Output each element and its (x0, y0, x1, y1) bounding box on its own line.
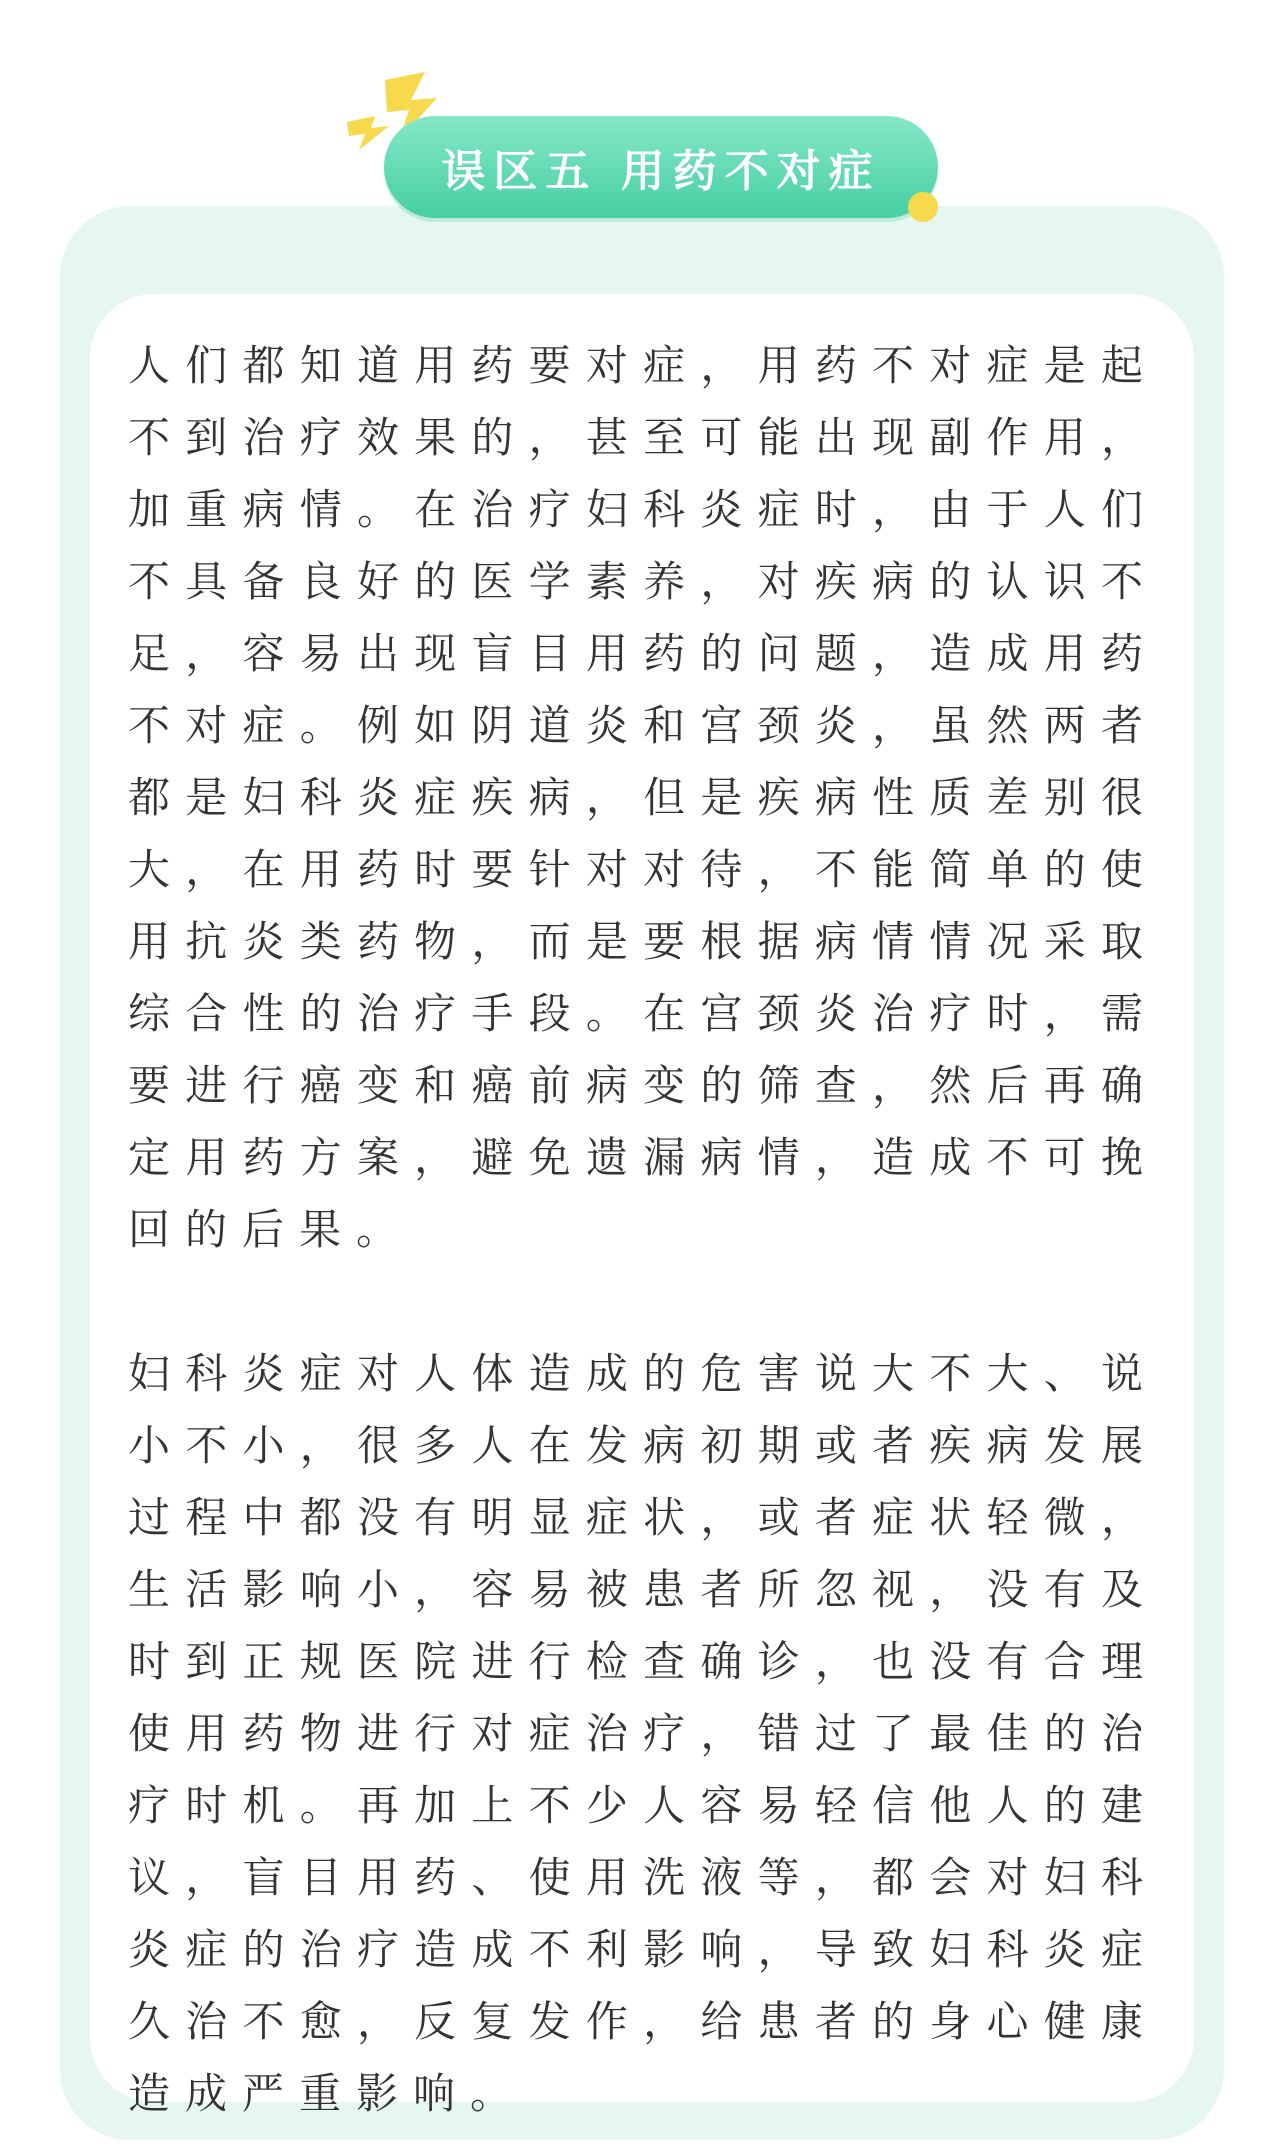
section-title: 误区五 用药不对症 (441, 146, 881, 197)
section-title-badge (384, 116, 938, 218)
paragraph-1: 人们都知道用药要对症，用药不对症是起不到治疗效果的，甚至可能出现副作用，加重病情。在治疗妇科炎症时，由于人们不具备良好的医学素养，对疾病的认识不足，容易出现盲目用药的问题，造成用药不对症。例如阴道炎和宫颈炎，虽然两者都是妇科炎症疾病，但是疾病性质差别很大，在用药时要针对对待，不能简单的使用抗炎类药物，而是要根据病情情况采取综合性的治疗手段。在宫颈炎治疗时，需要进行癌变和癌前病变的筛查，然后再确定用药方案，避免遗漏病情，造成不可挽回的后果。 (128, 341, 1158, 1254)
paragraph-2: 妇科炎症对人体造成的危害说大不大、说小不小，很多人在发病初期或者疾病发展过程中都没有明显症状，或者症状轻微，生活影响小，容易被患者所忽视，没有及时到正规医院进行检查确诊，也没有合理使用药物进行对症治疗，错过了最佳的治疗时机。再加上不少人容易轻信他人的建议，盲目用药、使用洗液等，都会对妇科炎症的治疗造成不利影响，导致妇科炎症久治不愈，反复发作，给患者的身心健康造成严重影响。 (128, 1349, 1158, 2118)
decor-dot (908, 192, 938, 222)
article-body (128, 330, 1158, 2130)
